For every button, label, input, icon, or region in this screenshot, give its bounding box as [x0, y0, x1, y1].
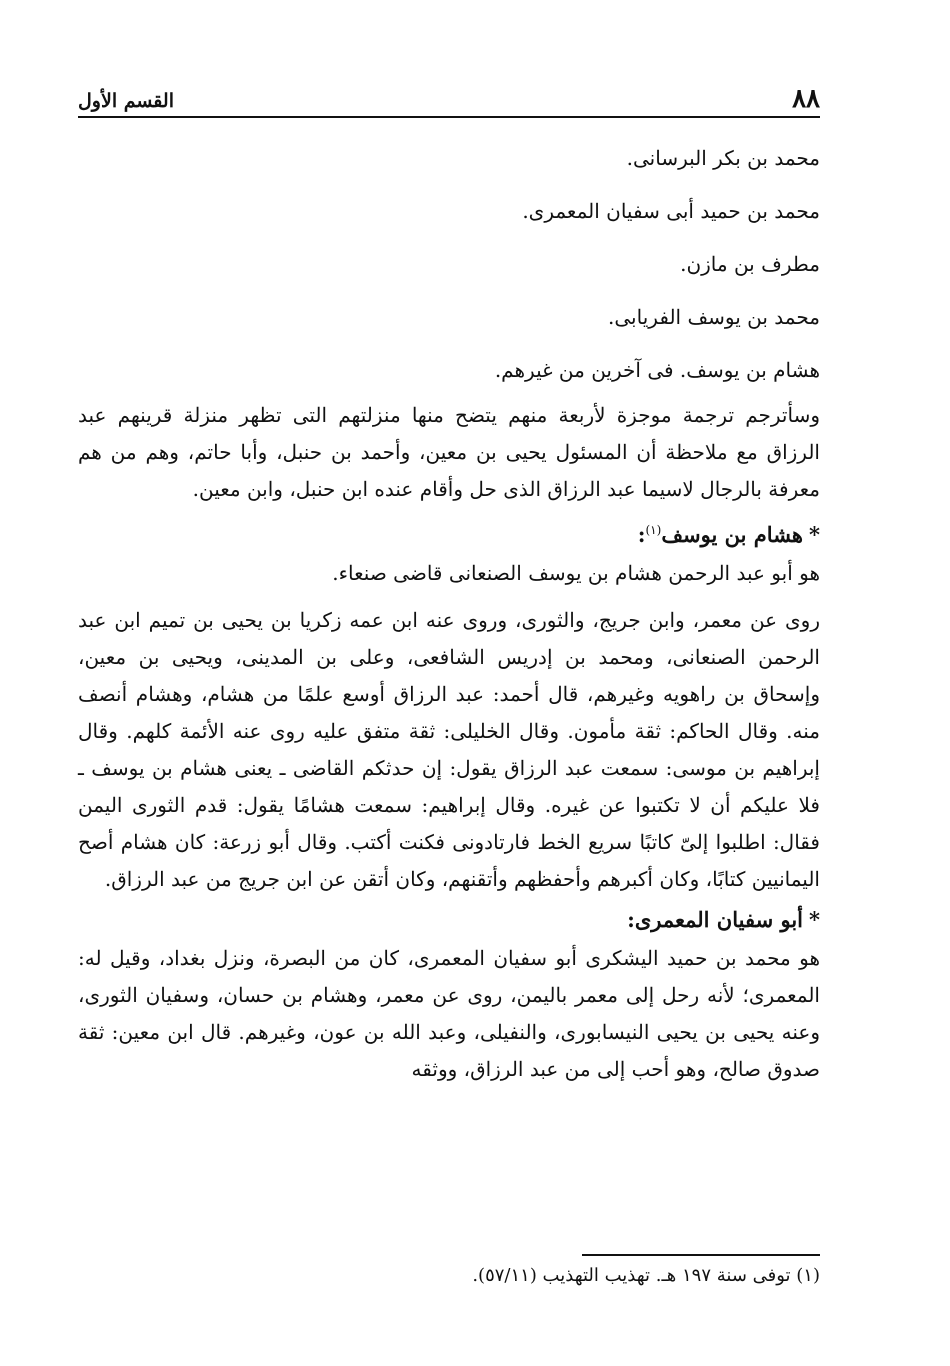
list-item: محمد بن بكر البرسانى. — [626, 146, 820, 170]
heading-text: أبو سفيان المعمرى: — [627, 907, 804, 932]
abu-sufyan-paragraph: هو محمد بن حميد اليشكرى أبو سفيان المعمرى، كان من البصرة، ونزل بغداد، وقيل له: المعمرى؛ لأنه رحل إلى معمر باليمن، روى عن معمر، وهشام بن حسان، وسفيان الثورى، وعنه يحيى بن يحيى النيسابورى، والنفيلى، وعبد الله بن عون، وغيرهم. قال ابن معين: ثقة صدوق صالح، وهو أحب إلى من عبد الرزاق، ووثقه — [78, 946, 820, 1081]
footnote-divider — [582, 1254, 820, 1256]
running-section-title: القسم الأول — [78, 90, 174, 112]
narrator-list — [78, 132, 820, 397]
footnote: (١) توفى سنة ١٩٧ هـ. تهذيب التهذيب (٥٧/١١). — [472, 1265, 820, 1286]
list-item: محمد بن حميد أبى سفيان المعمرى. — [522, 199, 820, 223]
intro-paragraph: وسأترجم ترجمة موجزة لأربعة منهم يتضح منها منزلتهم التى تظهر منزلة قرينهم عبد الرزاق مع ملاحظة أن المسئول يحيى بن معين، وأحمد بن حنبل، وأبا حاتم، وهم من هم معرفة بالرجال لاسيما عبد الرزاق الذى حل وأقام عنده ابن حنبل، وابن معين. — [78, 403, 820, 501]
footnote-reference[interactable]: (١) — [645, 523, 662, 537]
hisham-paragraph: روى عن معمر، وابن جريج، والثورى، وروى عنه ابن عمه زكريا بن يحيى بن تميم ابن عبد الرحمن الصنعانى، ومحمد بن إدريس الشافعى، وعلى بن المدينى، ويحيى بن معين، وإسحاق بن راهويه وغيرهم، قال أحمد: عبد الرزاق أوسع علمًا من هشام، وهشام أنصف منه. وقال الحاكم: ثقة مأمون. وقال الخليلى: ثقة متفق عليه روى عنه الأئمة كلهم. وقال إبراهيم بن موسى: سمعت عبد الرزاق يقول: إن حدثكم القاضى ـ يعنى هشام بن يوسف ـ فلا عليكم أن لا تكتبوا عن غيره. وقال إبراهيم: سمعت هشامًا يقول: قدم الثورى اليمن فقال: اطلبوا إلىّ كاتبًا سريع الخط فارتادونى فكنت أكتب. وقال أبو زرعة: كان هشام أصح اليمانيين كتابًا، وكان أكبرهم وأحفظهم وأتقنهم، وكان أتقن عن ابن جريج من عبد الرزاق. — [78, 608, 820, 891]
heading-text: هشام بن يوسف — [661, 522, 804, 547]
list-item: محمد بن يوسف الفريابى. — [608, 305, 820, 329]
page-number: ٨٨ — [792, 84, 820, 114]
asterisk-icon: * — [809, 907, 820, 932]
book-page — [78, 84, 820, 1304]
section-heading-hisham — [78, 510, 820, 555]
hisham-lead: هو أبو عبد الرحمن هشام بن يوسف الصنعانى قاضى صنعاء. — [332, 561, 820, 585]
section-heading-abu-sufyan — [78, 900, 820, 940]
paragraph-gap — [78, 592, 820, 602]
list-item: هشام بن يوسف. فى آخرين من غيرهم. — [494, 358, 820, 382]
list-item: مطرف بن مازن. — [680, 252, 820, 276]
heading-colon: : — [637, 522, 646, 547]
running-head — [78, 84, 820, 118]
asterisk-icon: * — [809, 522, 820, 547]
